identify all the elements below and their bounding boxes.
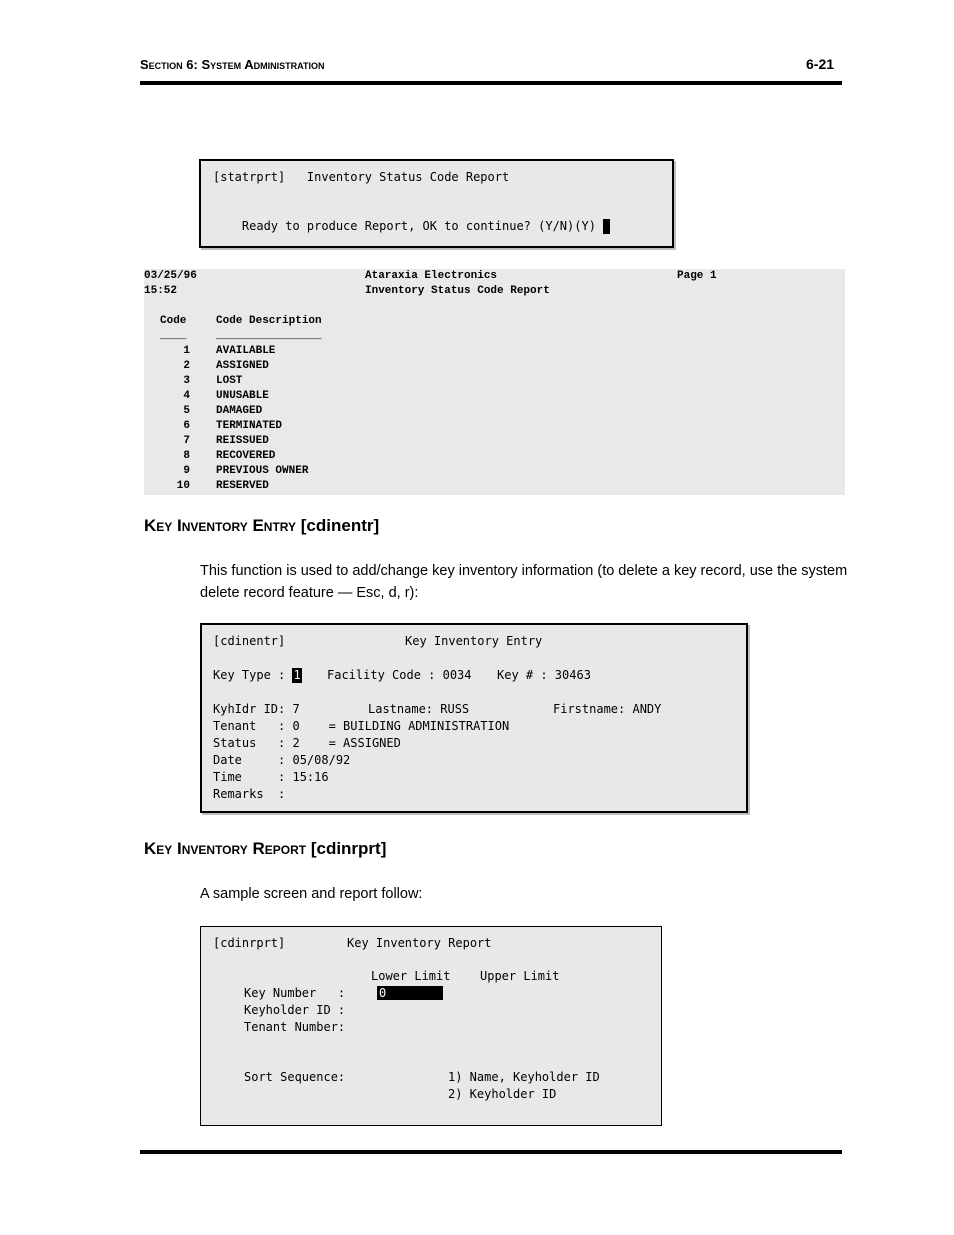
- report-col-code: Code: [160, 315, 187, 327]
- time-row: Time : 15:16: [213, 770, 329, 784]
- report-date: 03/25/96: [144, 270, 197, 282]
- report-row-desc: LOST: [216, 375, 243, 387]
- facility-code: Facility Code : 0034: [327, 668, 472, 682]
- cdinentr-title-center: Key Inventory Entry: [405, 634, 543, 648]
- report-underline-code: ____: [160, 330, 187, 342]
- lower-limit-header: Lower Limit: [371, 969, 451, 983]
- statrprt-screen: [199, 159, 674, 248]
- report-row-code: 3: [183, 375, 190, 387]
- inventory-status-report: [144, 269, 845, 495]
- section-key-inventory-report-title: [144, 839, 386, 859]
- statrprt-prompt-text: Ready to produce Report, OK to continue? (Y/N)(Y): [241, 219, 604, 233]
- header-section-text: Section 6: System Administration: [140, 57, 325, 72]
- section-title-text: Key Inventory Entry: [144, 516, 297, 535]
- date-row: Date : 05/08/92: [213, 753, 351, 767]
- report-row-code: 9: [183, 465, 190, 477]
- key-number-field-value[interactable]: 0: [377, 986, 443, 1000]
- report-row-code: 6: [183, 420, 190, 432]
- report-time: 15:52: [144, 285, 178, 297]
- keyholder-id: KyhIdr ID: 7: [213, 702, 300, 716]
- report-row-code: 10: [176, 480, 190, 492]
- firstname: Firstname: ANDY: [553, 702, 662, 716]
- report-row-code: 4: [183, 390, 190, 402]
- section-title-code: [cdinentr]: [300, 516, 380, 535]
- statrprt-prompt-line: [213, 205, 610, 248]
- footer-rule: [140, 1150, 842, 1154]
- cdinrprt-title-left: [cdinrprt]: [213, 936, 286, 950]
- report-title: Inventory Status Code Report: [365, 285, 550, 297]
- cdinentr-title-left: [cdinentr]: [213, 634, 286, 648]
- remarks-row: Remarks :: [213, 787, 286, 801]
- header-rule: [140, 81, 842, 85]
- report-company: Ataraxia Electronics: [365, 270, 498, 282]
- section2-title-code: [cdinrprt]: [310, 839, 387, 858]
- sort-option-1[interactable]: 1) Name, Keyholder ID: [448, 1070, 600, 1084]
- report-row-desc: ASSIGNED: [216, 360, 269, 372]
- status-row: Status : 2 = ASSIGNED: [213, 736, 401, 750]
- report-row-desc: DAMAGED: [216, 405, 263, 417]
- report-underline-desc: ________________: [216, 330, 322, 342]
- key-type-label: Key Type :: [213, 668, 293, 682]
- page-number: 6-21: [806, 56, 835, 72]
- report-row-code: 5: [183, 405, 190, 417]
- key-number: Key # : 30463: [497, 668, 591, 682]
- sort-sequence-label: Sort Sequence:: [244, 1070, 346, 1084]
- report-row-desc: AVAILABLE: [216, 345, 276, 357]
- sort-option-2[interactable]: 2) Keyholder ID: [448, 1087, 557, 1101]
- report-row-code: 1: [183, 345, 190, 357]
- tenant-row: Tenant : 0 = BUILDING ADMINISTRATION: [213, 719, 510, 733]
- cdinrprt-title-center: Key Inventory Report: [347, 936, 492, 950]
- keyholder-id-label: Keyholder ID :: [244, 1003, 346, 1017]
- key-type-row: [213, 668, 302, 683]
- section2-title-text: Key Inventory Report: [144, 839, 307, 858]
- report-row-desc: PREVIOUS OWNER: [216, 465, 309, 477]
- key-type-field[interactable]: 1: [293, 668, 301, 682]
- report-row-desc: UNUSABLE: [216, 390, 269, 402]
- upper-limit-header: Upper Limit: [480, 969, 560, 983]
- report-row-desc: REISSUED: [216, 435, 269, 447]
- lastname: Lastname: RUSS: [368, 702, 470, 716]
- report-row-desc: RECOVERED: [216, 450, 276, 462]
- running-header-section: [140, 57, 324, 72]
- cdinentr-screen: [200, 623, 748, 813]
- cdinrprt-screen: [200, 926, 662, 1126]
- report-col-desc: Code Description: [216, 315, 322, 327]
- section-key-inventory-entry-title: [144, 516, 379, 536]
- tenant-number-label: Tenant Number:: [244, 1020, 346, 1034]
- report-row-code: 8: [183, 450, 190, 462]
- statrprt-title-line: [statrprt] Inventory Status Code Report: [213, 170, 510, 184]
- key-number-label: Key Number :: [244, 986, 346, 1000]
- section-key-inventory-entry-paragraph: This function is used to add/change key inventory information (to delete a key record, use the system delete record feature — Esc, d, r):: [200, 563, 848, 601]
- report-page: Page 1: [677, 270, 717, 282]
- section-key-inventory-report-paragraph: A sample screen and report follow:: [200, 886, 423, 902]
- report-row-code: 2: [183, 360, 190, 372]
- report-row-desc: RESERVED: [216, 480, 269, 492]
- key-number-field[interactable]: [377, 986, 443, 1000]
- report-row-desc: TERMINATED: [216, 420, 283, 432]
- report-row-code: 7: [183, 435, 190, 447]
- text-cursor: [603, 219, 610, 234]
